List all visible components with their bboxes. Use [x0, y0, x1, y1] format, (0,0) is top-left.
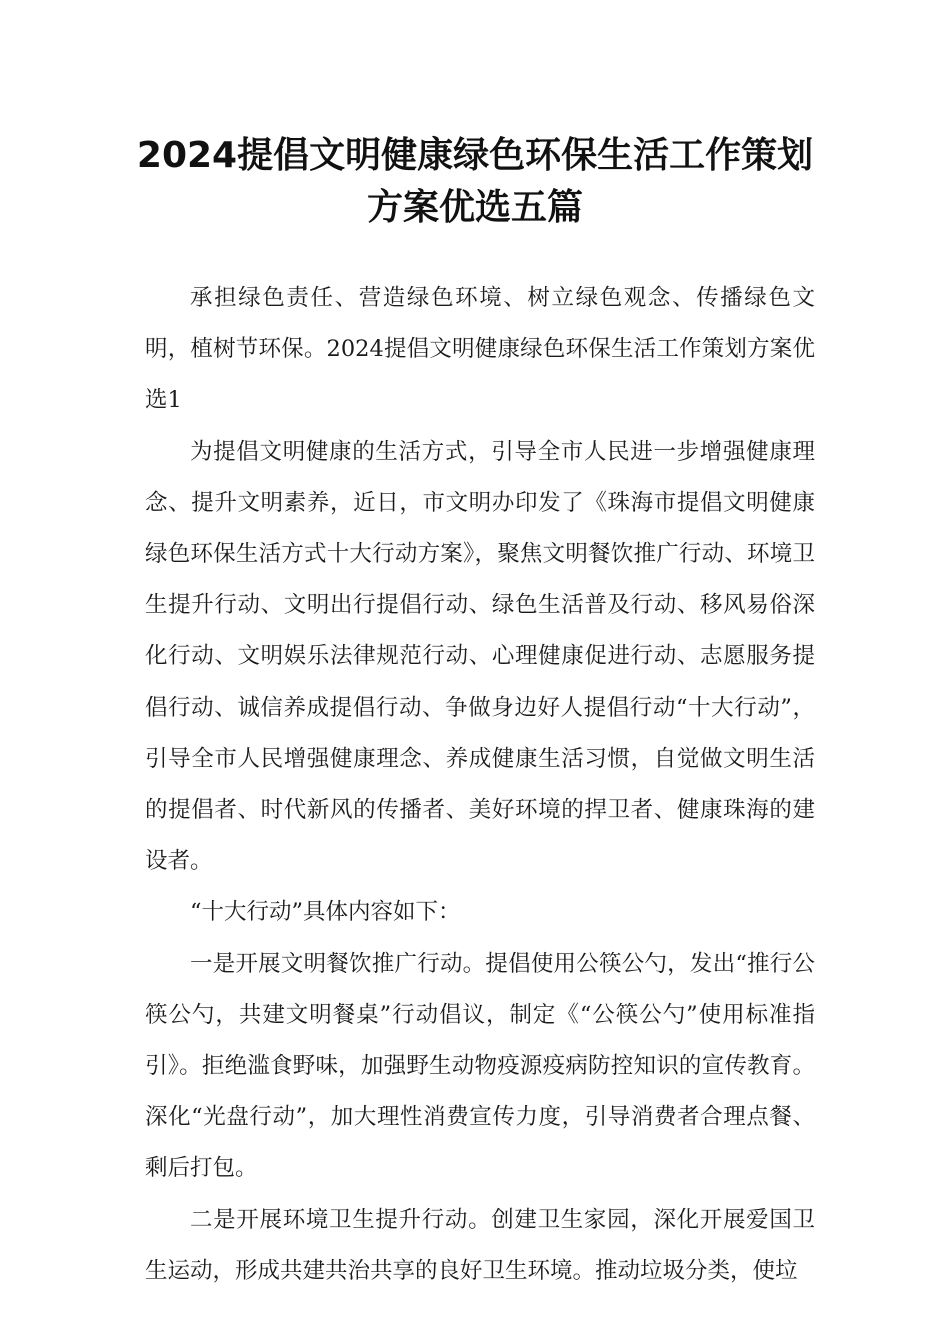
document-body	[145, 273, 815, 1297]
paragraph: 二是开展环境卫生提升行动。创建卫生家园，深化开展爱国卫生运动，形成共建共治共享的良好卫生环境。推动垃圾分类，使垃	[145, 1206, 815, 1284]
paragraph: 一是开展文明餐饮推广行动。提倡使用公筷公勺，发出“推行公筷公勺，共建文明餐桌”行动倡议，制定《“公筷公勺”使用标准指引》。拒绝滥食野味，加强野生动物疫源疫病防控知识的宣传教育。深化“光盘行动”，加大理性消费宣传力度，引导消费者合理点餐、剩后打包。	[145, 950, 815, 1182]
paragraph: 为提倡文明健康的生活方式，引导全市人民进一步增强健康理念、提升文明素养，近日，市文明办印发了《珠海市提倡文明健康绿色环保生活方式十大行动方案》，聚焦文明餐饮推广行动、环境卫生提升行动、文明出行提倡行动、绿色生活普及行动、移风易俗深化行动、文明娱乐法律规范行动、心理健康促进行动、志愿服务提倡行动、诚信养成提倡行动、争做身边好人提倡行动“十大行动”，引导全市人民增强健康理念、养成健康生活习惯，自觉做文明生活的提倡者、时代新风的传播者、美好环境的捍卫者、健康珠海的建设者。	[145, 438, 815, 875]
paragraph: 承担绿色责任、营造绿色环境、树立绿色观念、传播绿色文明，植树节环保。2024提倡文明健康绿色环保生活工作策划方案优选1	[145, 285, 815, 414]
paragraph: “十大行动”具体内容如下：	[190, 899, 461, 926]
document-title: 2024提倡文明健康绿色环保生活工作策划方案优选五篇	[136, 135, 814, 228]
